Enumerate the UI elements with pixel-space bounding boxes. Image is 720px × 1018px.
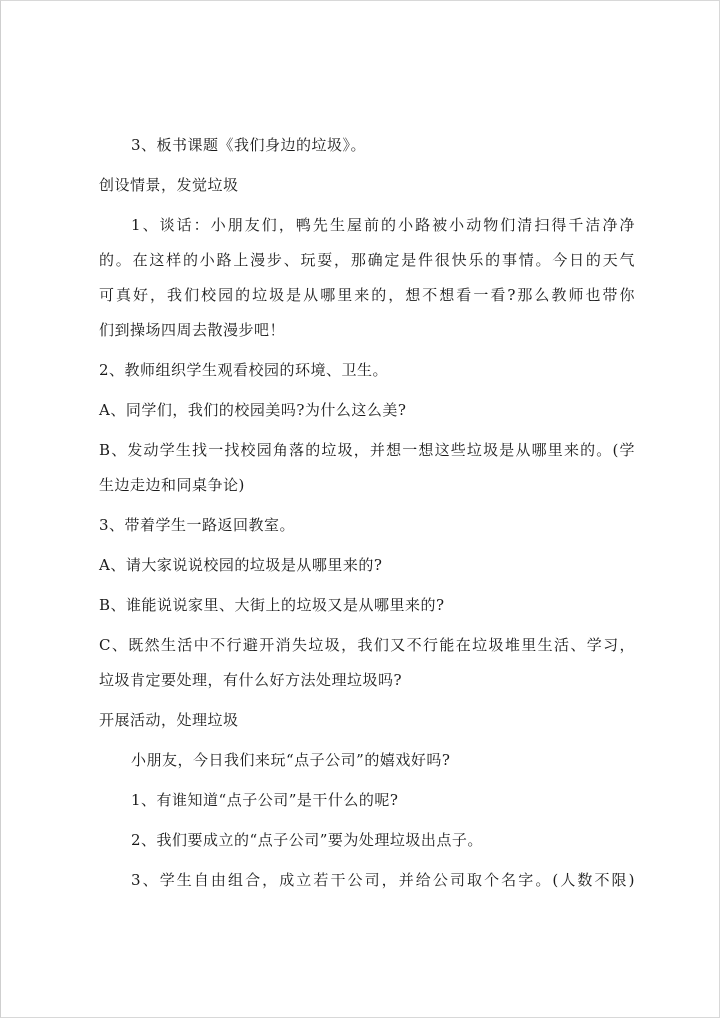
item-b-find-garbage-line2: 生边走边和同桌争论): [99, 476, 245, 494]
item-a-campus-garbage-source: A、请大家说说校园的垃圾是从哪里来的?: [99, 556, 383, 574]
section-heading-activity: 开展活动，处理垃圾: [99, 711, 239, 729]
paragraph-talk-line4: 们到操场四周去散漫步吧！: [99, 321, 286, 339]
paragraph-idea-company-q3: 3、学生自由组合，成立若干公司，并给公司取个名字。(人数不限): [131, 871, 635, 889]
paragraph-step2: 2、教师组织学生观看校园的环境、卫生。: [99, 361, 389, 379]
paragraph-talk-line1: 1、谈话：小朋友们，鸭先生屋前的小路被小动物们清扫得千洁净净: [131, 216, 635, 234]
item-c-handle-garbage-line2: 垃圾肯定要处理，有什么好方法处理垃圾吗?: [99, 671, 403, 689]
paragraph-idea-company-q2: 2、我们要成立的“点子公司”要为处理垃圾出点子。: [131, 831, 483, 849]
paragraph-idea-company-intro: 小朋友，今日我们来玩“点子公司”的嬉戏好吗?: [131, 751, 451, 769]
paragraph-step3-return: 3、带着学生一路返回教室。: [99, 516, 296, 534]
paragraph-talk-line3: 可真好，我们校园的垃圾是从哪里来的，想不想看一看?那么教师也带你: [99, 286, 635, 304]
item-b-find-garbage-line1: B、发动学生找一找校园角落的垃圾，并想一想这些垃圾是从哪里来的。(学: [99, 441, 635, 459]
paragraph-talk-line2: 的。在这样的小路上漫步、玩耍，那确定是件很快乐的事情。今日的天气: [99, 251, 635, 269]
item-a-campus-beauty: A、同学们，我们的校园美吗?为什么这么美?: [99, 401, 407, 419]
paragraph-idea-company-q1: 1、有谁知道“点子公司”是干什么的呢?: [131, 791, 399, 809]
item-b-home-street-garbage: B、谁能说说家里、大街上的垃圾又是从哪里来的?: [99, 596, 445, 614]
item-c-handle-garbage-line1: C、既然生活中不行避开消失垃圾，我们又不行能在垃圾堆里生活、学习，: [99, 636, 635, 654]
section-heading-discover: 创设情景，发觉垃圾: [99, 176, 239, 194]
paragraph-title-step3: 3、板书课题《我们身边的垃圾》。: [131, 136, 367, 154]
